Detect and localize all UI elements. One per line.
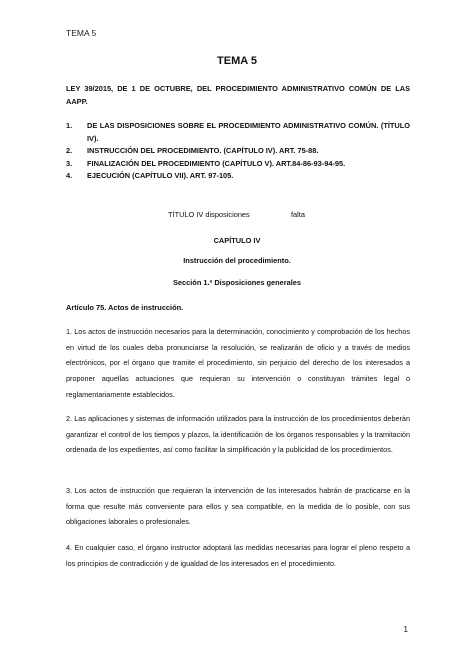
toc-item (66, 170, 410, 183)
toc-item-number: 2. (66, 146, 73, 156)
article-heading: Artículo 75. Actos de instrucción. (66, 303, 184, 312)
paragraph: 3. Los actos de instrucción que requieran la intervención de los interesados habrán de practicarse en la forma que resulte más conveniente para ellos y sea compatible, en la medida de lo posible, con sus obligaciones laborales o profesionales. (66, 486, 410, 527)
chapter-heading: CAPÍTULO IV (213, 236, 261, 245)
page-number: 1 (403, 625, 408, 634)
paragraph: 1. Los actos de instrucción necesarios para la determinación, conocimiento y comprobación de los hechos en virtud de los cuales deba pronunciarse la resolución, se realizarán de oficio y a través de medios electrónicos, por el órgano que tramite el procedimiento, sin perjuicio del derecho de los interesados a proponer aquellas actuaciones que requieran su intervención o constituyan trámites legal o reglamentariamente establecidos. (66, 327, 410, 399)
toc-item (66, 120, 410, 145)
law-heading: LEY 39/2015, DE 1 DE OCTUBRE, DEL PROCEDIMIENTO ADMINISTRATIVO COMÚN DE LAS AAPP. (66, 84, 410, 106)
running-header: TEMA 5 (66, 28, 97, 38)
table-of-contents (66, 120, 410, 183)
toc-item-number: 3. (66, 158, 73, 168)
toc-item-text: DE LAS DISPOSICIONES SOBRE EL PROCEDIMIENTO ADMINISTRATIVO COMÚN. (TÍTULO IV). (87, 121, 410, 143)
titulo-iv-note: TÍTULO IV disposiciones (168, 210, 250, 219)
toc-item-text: FINALIZACIÓN DEL PROCEDIMIENTO (CAPÍTULO V). ART.84-86-93-94-95. (87, 158, 346, 168)
section-heading: Sección 1.ª Disposiciones generales (172, 278, 302, 287)
paragraph: 2. Las aplicaciones y sistemas de información utilizados para la instrucción de los procedimientos deberán garantizar el control de los tiempos y plazos, la identificación de los órganos responsables y la tramitación ordenada de los expedientes, así como facilitar la simplificación y la publicidad de los procedimientos. (66, 414, 410, 455)
paragraph: 4. En cualquier caso, el órgano instructor adoptará las medidas necesarias para lograr el pleno respeto a los principios de contradicción y de igualdad de los interesados en el procedimiento. (66, 543, 410, 568)
toc-item-text: EJECUCIÓN (CAPÍTULO VII). ART. 97-105. (87, 171, 234, 181)
document-title: TEMA 5 (217, 55, 257, 67)
toc-item (66, 158, 410, 171)
chapter-title: Instrucción del procedimiento. (183, 256, 291, 265)
toc-item-text: INSTRUCCIÓN DEL PROCEDIMIENTO. (CAPÍTULO IV). ART. 75-88. (87, 146, 319, 156)
toc-item (66, 145, 410, 158)
falta-note: falta (291, 210, 305, 219)
toc-item-number: 1. (66, 121, 73, 130)
toc-item-number: 4. (66, 171, 73, 181)
